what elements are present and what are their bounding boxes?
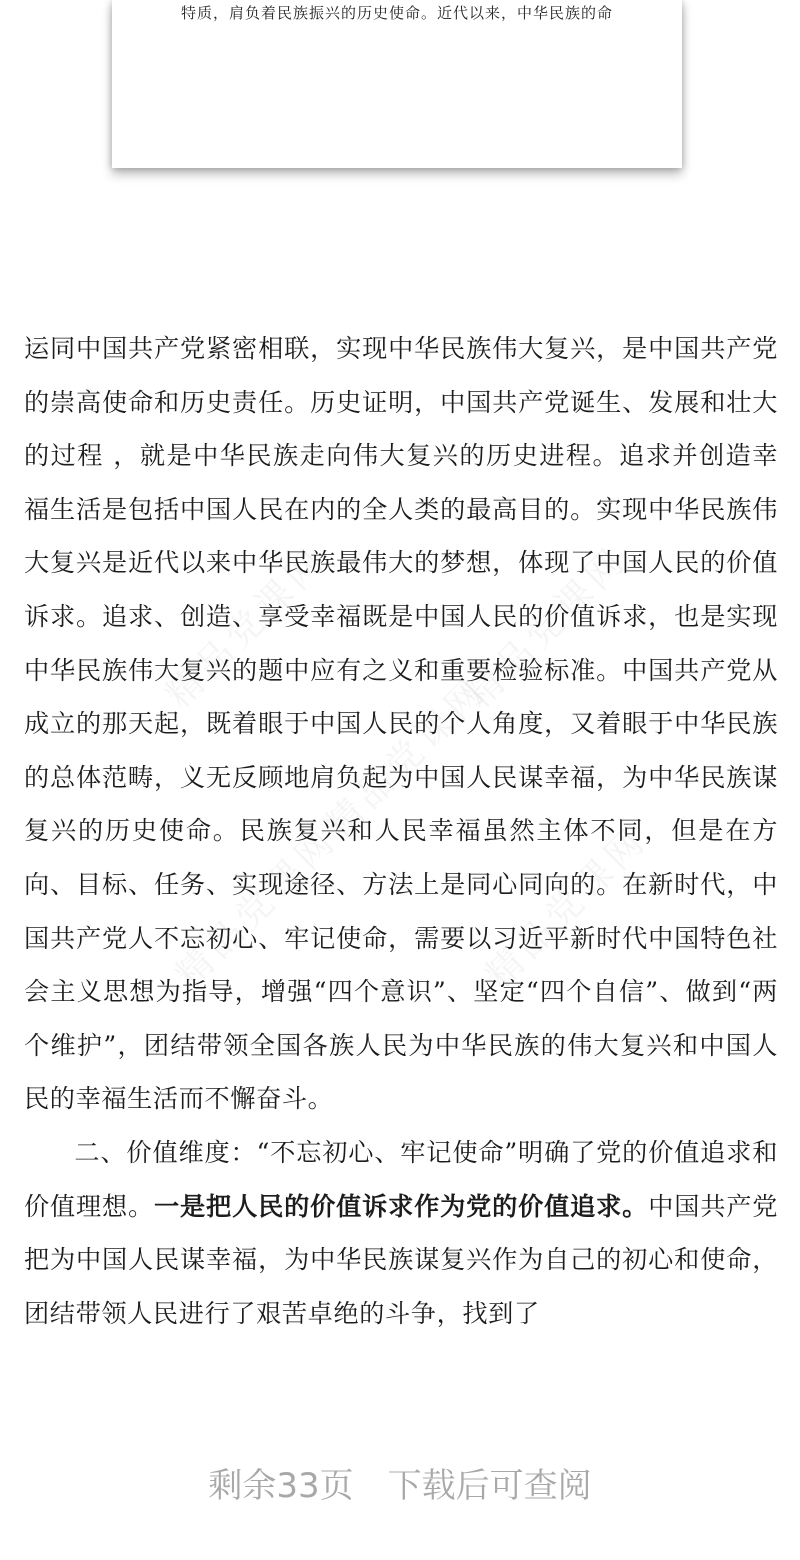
watermark-text: 精品党课网 — [478, 818, 656, 997]
previous-page-card — [112, 0, 682, 168]
body-paragraph-2 — [24, 1126, 778, 1340]
watermark-text: 精品党课网 — [318, 668, 496, 847]
watermark-text: 精品党课网 — [158, 538, 336, 717]
watermark-text: 精品党课网 — [458, 538, 636, 717]
watermark-text: 精品党课网 — [168, 818, 346, 997]
body-paragraph-2-text: 中国共产党把为中国人民谋幸福，为中华民族谋复兴作为自己的初心和使命，团结带领人民进行了艰苦卓绝的斗争，找到了 — [24, 1191, 779, 1328]
bold-point-1: 一是把人民的价值诉求作为党的价值追求。 — [154, 1190, 649, 1221]
body-paragraph-1: 运同中国共产党紧密相联，实现中华民族伟大复兴，是中国共产党的崇高使命和历史责任。历史证明，中国共产党诞生、发展和壮大的过程 ，就是中华民族走向伟大复兴的历史进程。追求并创造幸福生活是包括中国人民在内的全人类的最高目的。实现中华民族伟大复兴是近代以来中华民族最伟大的梦想，体现了中国人民的价值诉求。追求、创造、享受幸福既是中国人民的价值诉求，也是实现中华民族伟大复兴的题中应有之义和重要检验标准。中国共产党从成立的那天起，既着眼于中国人民的个人角度，又着眼于中华民族的总体范畴，义无反顾地肩负起为中国人民谋幸福，为中华民族谋复兴的历史使命。民族复兴和人民幸福虽然主体不同，但是在方向、目标、任务、实现途径、方法上是同心同向的。在新时代，中国共产党人不忘初心、牢记使命，需要以习近平新时代中国特色社会主义思想为指导，增强“四个意识”、坚定“四个自信”、做到“两个维护”，团结带领全国各族人民为中华民族的伟大复兴和中国人民的幸福生活而不懈奋斗。 — [24, 334, 778, 1114]
download-to-read-more-button[interactable]: 剩余33页 下载后可查阅 — [208, 1466, 592, 1506]
previous-page-tail-text: 特质，肩负着民族振兴的历史使命。近代以来，中华民族的命 — [180, 4, 613, 22]
section-heading: 二、价值维度：“不忘初心、牢记使命”明确了党的价值追求和价值理想。 — [24, 1137, 778, 1221]
document-body — [24, 322, 778, 1340]
